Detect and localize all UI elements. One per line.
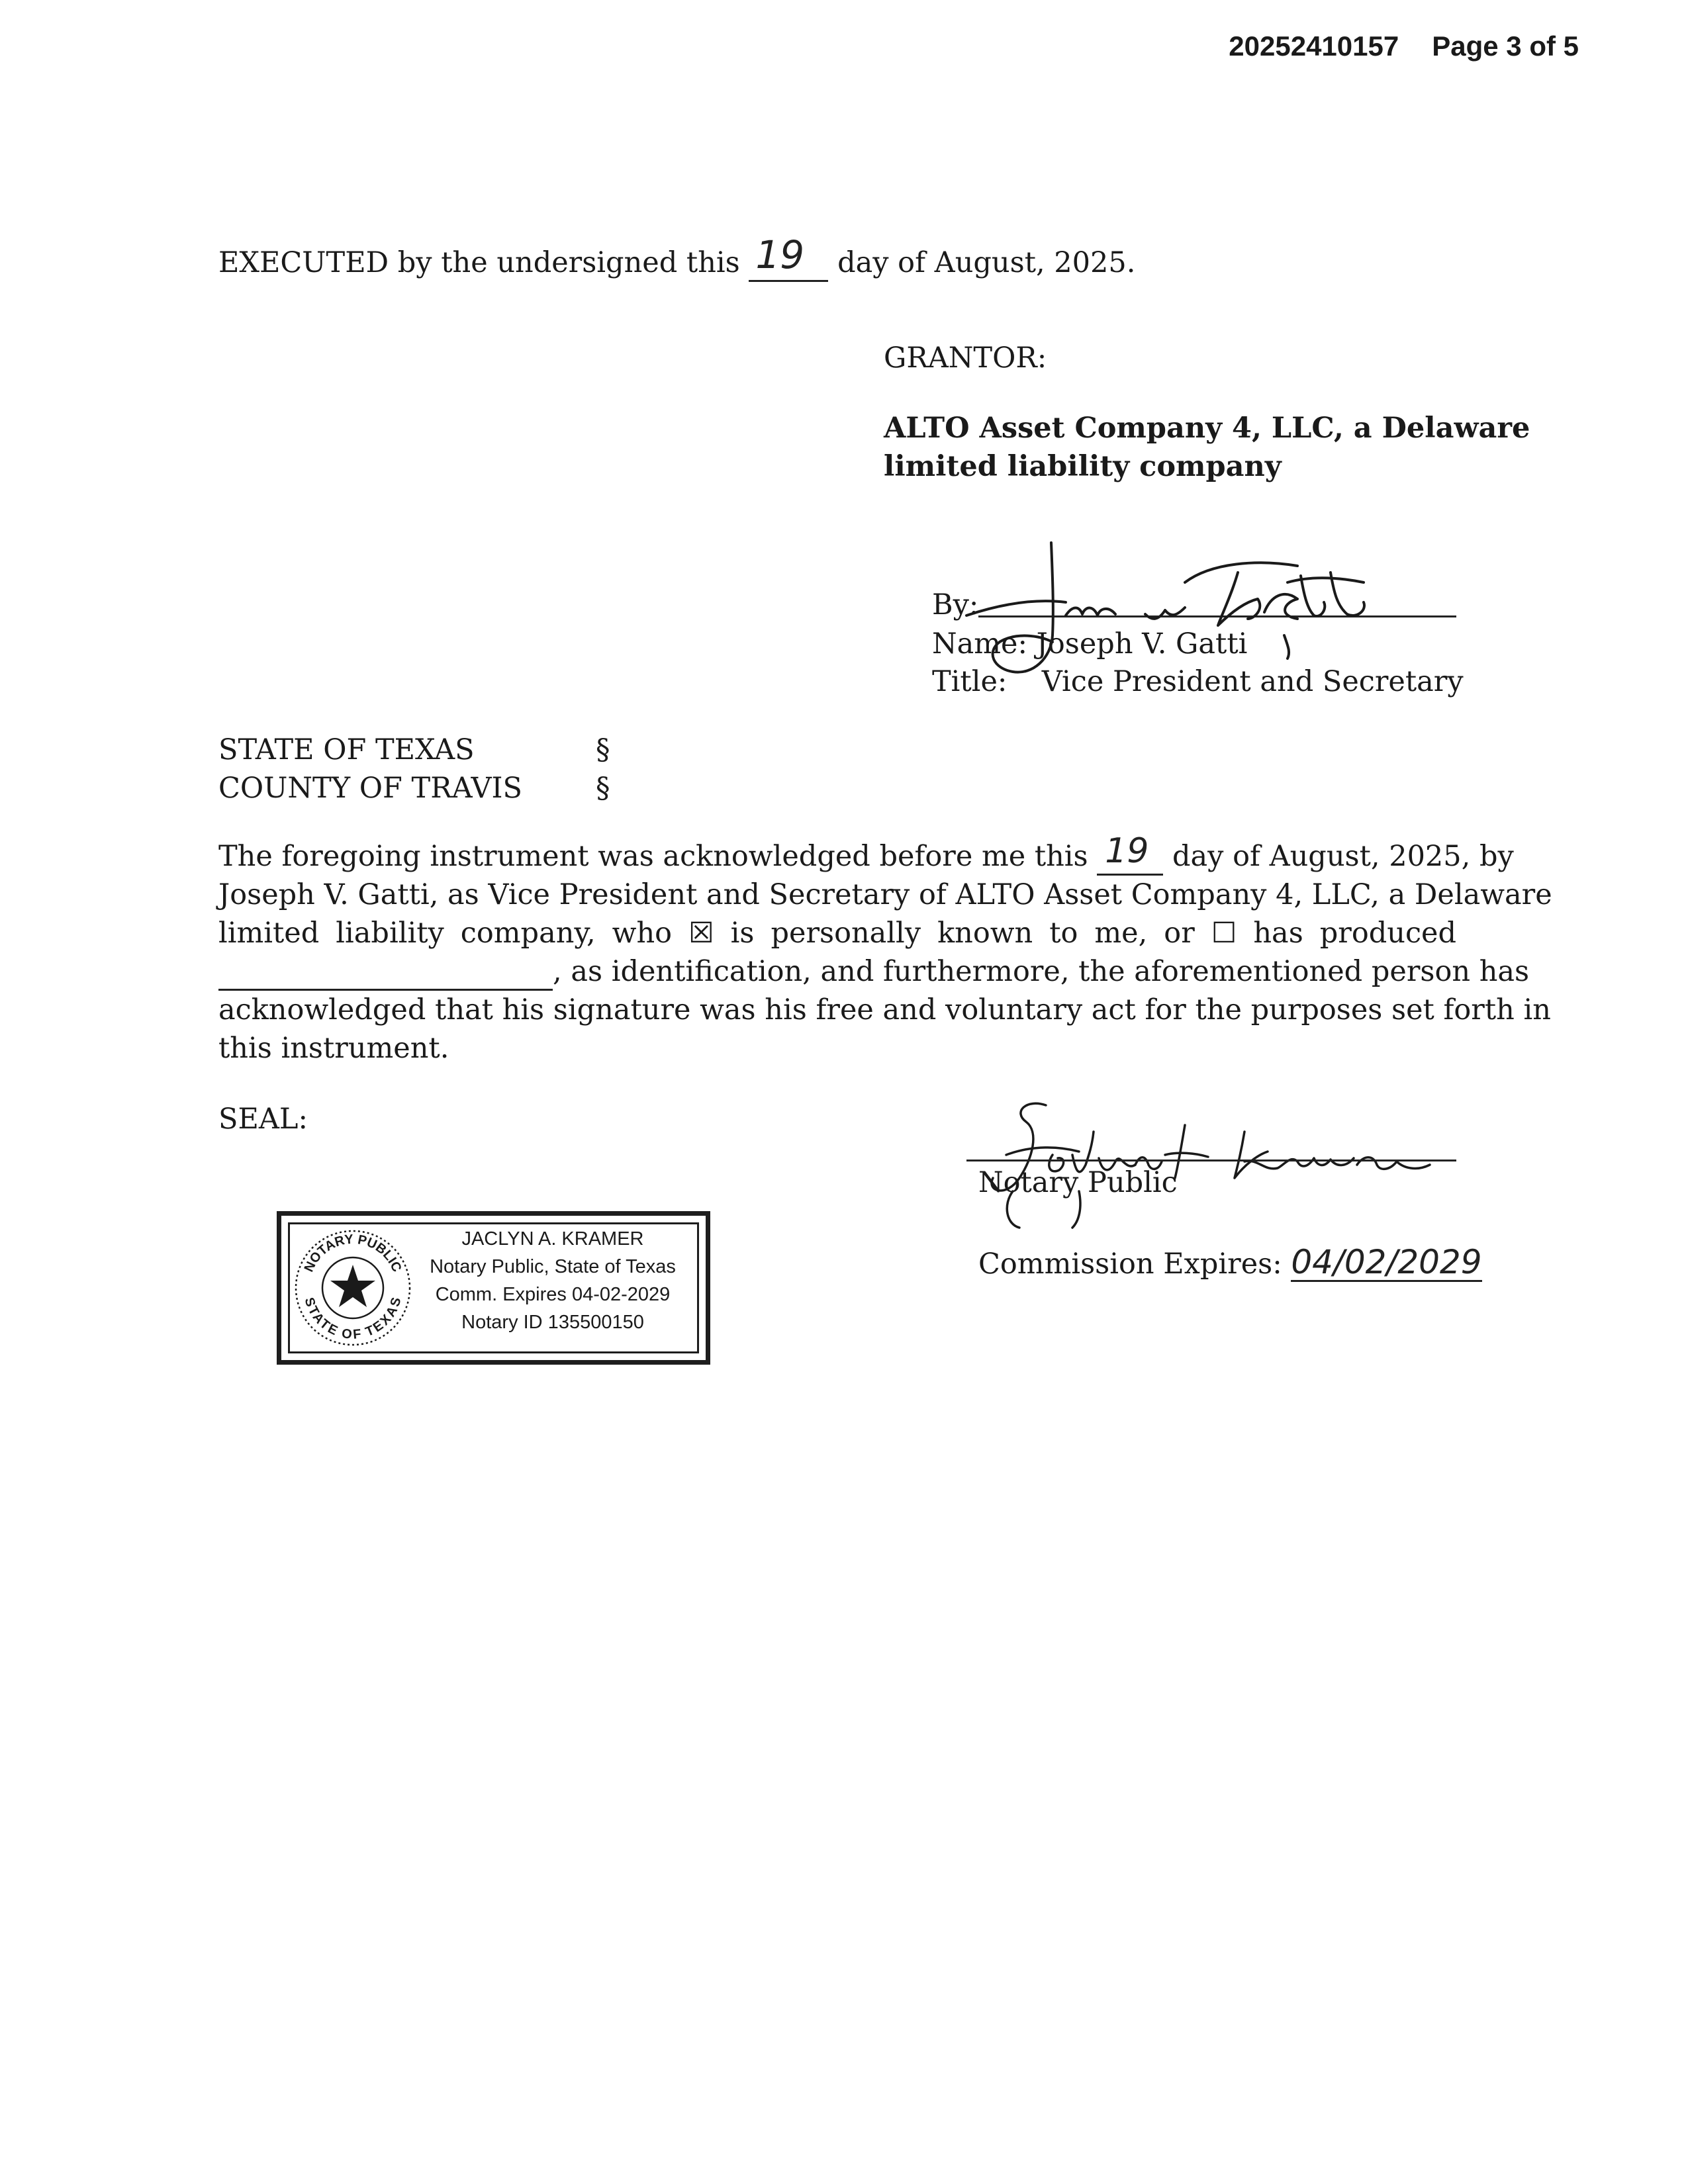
notary-public-caption: Notary Public xyxy=(978,1166,1178,1199)
venue-section-symbol-1: § xyxy=(596,733,610,766)
execution-line xyxy=(218,232,1136,282)
grantor-title-label: Title: xyxy=(932,665,1008,698)
ack-line1-suffix: day of August, 2025, by xyxy=(1172,840,1514,873)
grantor-title-row xyxy=(932,662,1464,701)
venue-state: STATE OF TEXAS xyxy=(218,733,475,766)
notary-signature-line xyxy=(966,1160,1456,1161)
ack-line1-prefix: The foregoing instrument was acknowledged before me this xyxy=(218,840,1088,873)
ack-line-5: acknowledged that his signature was his free and voluntary act for the purposes set forth in xyxy=(218,993,1551,1026)
ack-line-6: this instrument. xyxy=(218,1032,449,1065)
execution-day-handwritten: 19 xyxy=(755,232,805,277)
acknowledgment-paragraph xyxy=(218,831,1552,1068)
signature-by-label: By: xyxy=(932,588,979,621)
commission-expires-row xyxy=(978,1244,1482,1283)
grantor-company-line1: ALTO Asset Company 4, LLC, a Delaware xyxy=(884,412,1530,445)
page-number: Page 3 of 5 xyxy=(1432,30,1579,62)
venue-section-symbol-2: § xyxy=(596,772,610,805)
venue-county: COUNTY OF TRAVIS xyxy=(218,772,522,805)
ack-day-blank xyxy=(1097,831,1163,876)
seal-ring-top-text: NOTARY PUBLIC xyxy=(301,1232,404,1275)
notary-stamp xyxy=(277,1211,710,1365)
commission-expires-label: Commission Expires: xyxy=(978,1248,1282,1281)
stamp-expiration-line: Comm. Expires 04-02-2029 xyxy=(435,1284,671,1305)
checkbox-personally-known: ☒ xyxy=(688,917,714,950)
ack-line-3 xyxy=(218,914,1456,952)
grantor-label: GRANTOR: xyxy=(884,341,1047,375)
notary-stamp-text xyxy=(414,1225,692,1336)
seal-label: SEAL: xyxy=(218,1103,308,1136)
grantor-name-label: Name: xyxy=(932,627,1027,660)
ack-line-1 xyxy=(218,831,1514,876)
commission-expires-handwritten: 04/02/2029 xyxy=(1291,1243,1482,1281)
notary-seal-emblem xyxy=(293,1224,412,1349)
grantor-name-row xyxy=(932,625,1247,663)
page-header xyxy=(1229,30,1579,62)
ack-day-handwritten: 19 xyxy=(1105,831,1149,871)
grantor-name-value: Joseph V. Gatti xyxy=(1036,627,1248,660)
ack-line3-part1: limited liability company, who xyxy=(218,917,673,950)
ack-line3-part3: has produced xyxy=(1253,917,1457,950)
execution-suffix: day of August, 2025. xyxy=(837,246,1136,279)
seal-ring-bottom-text: STATE OF TEXAS xyxy=(301,1296,404,1342)
grantor-company-line2: limited liability company xyxy=(884,450,1282,483)
ack-line-2: Joseph V. Gatti, as Vice President and Secretary of ALTO Asset Company 4, LLC, a Delaware xyxy=(218,878,1552,911)
stamp-notary-id: Notary ID 135500150 xyxy=(461,1312,644,1333)
ack-line4-text: , as identification, and furthermore, the aforementioned person has xyxy=(553,955,1530,988)
identification-blank xyxy=(218,960,553,991)
stamp-state-line: Notary Public, State of Texas xyxy=(430,1256,676,1277)
execution-day-blank xyxy=(749,232,828,282)
ack-line3-part2: is personally known to me, or xyxy=(730,917,1195,950)
stamp-notary-name: JACLYN A. KRAMER xyxy=(461,1228,644,1250)
document-number: 20252410157 xyxy=(1229,30,1399,62)
execution-prefix: EXECUTED by the undersigned this xyxy=(218,246,740,279)
seal-star-icon xyxy=(330,1265,375,1307)
ack-line-4 xyxy=(218,952,1530,991)
grantor-title-value: Vice President and Secretary xyxy=(1041,665,1464,698)
checkbox-has-produced: ☐ xyxy=(1211,917,1237,950)
